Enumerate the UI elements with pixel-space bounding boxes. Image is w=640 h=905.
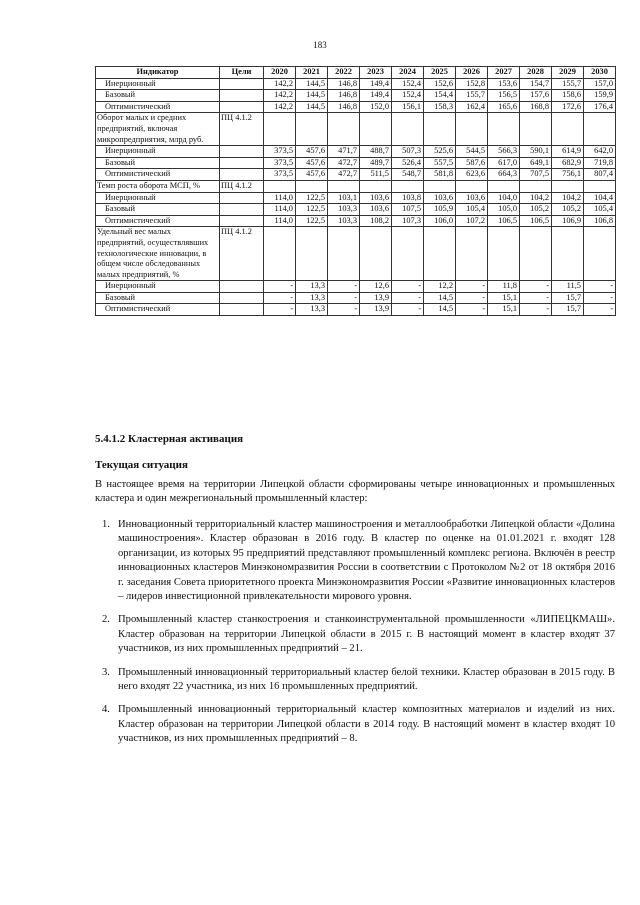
cluster-list xyxy=(95,518,615,756)
value-cell: 12,6 xyxy=(360,281,392,293)
value-cell xyxy=(584,113,616,146)
value-cell: 719,8 xyxy=(584,157,616,169)
value-cell: 682,9 xyxy=(552,157,584,169)
list-item: Промышленный кластер станкостроения и станкоинструментальной промышленности «ЛИПЕЦКМАШ». Кластер образован на территории Липецкой области в 2015 г. В настоящий момент в кластер входят 37 участников, из них промышленных предприятий – 21. xyxy=(118,614,615,655)
value-cell: 472,7 xyxy=(328,169,360,181)
intro-paragraph: В настоящее время на территории Липецкой области сформированы четыре инновационных и промышленных кластера и один межрегиональный промышленный кластер: xyxy=(95,479,615,505)
value-cell: 106,5 xyxy=(520,215,552,227)
value-cell: 154,4 xyxy=(424,90,456,102)
value-cell: 105,4 xyxy=(456,204,488,216)
table-row xyxy=(96,169,616,181)
col-header: 2020 xyxy=(264,67,296,79)
value-cell: 104,4 xyxy=(584,192,616,204)
value-cell: - xyxy=(264,292,296,304)
value-cell: 172,6 xyxy=(552,101,584,113)
indicator-cell: Оптимистический xyxy=(96,215,220,227)
col-header: 2028 xyxy=(520,67,552,79)
indicator-cell: Оптимистический xyxy=(96,101,220,113)
table-body xyxy=(96,78,616,315)
value-cell: 103,6 xyxy=(360,204,392,216)
value-cell: 108,2 xyxy=(360,215,392,227)
value-cell: 756,1 xyxy=(552,169,584,181)
indicator-cell: Инерционный xyxy=(96,192,220,204)
goal-cell xyxy=(220,169,264,181)
value-cell xyxy=(488,180,520,192)
value-cell: 105,2 xyxy=(520,204,552,216)
value-cell xyxy=(328,113,360,146)
value-cell xyxy=(584,180,616,192)
value-cell: 103,6 xyxy=(424,192,456,204)
value-cell: 103,6 xyxy=(360,192,392,204)
list-item: Промышленный инновационный территориальный кластер композитных материалов и изделий из них. Кластер образован на территории Липецкой области в 2014 году. В настоящий момент в кластер входят 10 участников, из них промышленных предприятий – 8. xyxy=(118,704,615,745)
value-cell: 152,4 xyxy=(392,78,424,90)
col-header: 2026 xyxy=(456,67,488,79)
value-cell: 13,3 xyxy=(296,281,328,293)
value-cell: 103,3 xyxy=(328,215,360,227)
value-cell: 152,0 xyxy=(360,101,392,113)
value-cell xyxy=(328,227,360,281)
value-cell xyxy=(552,227,584,281)
table-row xyxy=(96,157,616,169)
value-cell: 507,3 xyxy=(392,146,424,158)
value-cell: 472,7 xyxy=(328,157,360,169)
value-cell: 13,9 xyxy=(360,304,392,316)
value-cell xyxy=(424,180,456,192)
value-cell xyxy=(584,227,616,281)
goal-cell xyxy=(220,146,264,158)
value-cell: 144,5 xyxy=(296,90,328,102)
value-cell: 149,4 xyxy=(360,78,392,90)
value-cell: 11,5 xyxy=(552,281,584,293)
goal-cell xyxy=(220,101,264,113)
table-row xyxy=(96,90,616,102)
value-cell xyxy=(456,227,488,281)
table-row xyxy=(96,227,616,281)
value-cell: - xyxy=(456,292,488,304)
indicator-cell: Инерционный xyxy=(96,146,220,158)
value-cell: - xyxy=(392,304,424,316)
value-cell: 176,4 xyxy=(584,101,616,113)
goal-cell xyxy=(220,192,264,204)
value-cell: 707,5 xyxy=(520,169,552,181)
indicator-cell: Оптимистический xyxy=(96,304,220,316)
list-item: Промышленный инновационный территориальный кластер белой техники. Кластер образован в 2015 году. В него входят 22 участника, из них 16 промышленных предприятий. xyxy=(118,666,615,693)
goal-cell xyxy=(220,292,264,304)
value-cell: 152,8 xyxy=(456,78,488,90)
value-cell: 157,0 xyxy=(584,78,616,90)
value-cell: 105,0 xyxy=(488,204,520,216)
value-cell: 144,5 xyxy=(296,78,328,90)
value-cell: - xyxy=(264,281,296,293)
indicator-cell: Базовый xyxy=(96,292,220,304)
value-cell: 13,3 xyxy=(296,304,328,316)
value-cell: 103,8 xyxy=(392,192,424,204)
value-cell: - xyxy=(392,292,424,304)
table-row xyxy=(96,113,616,146)
col-header: 2025 xyxy=(424,67,456,79)
value-cell xyxy=(520,227,552,281)
table-header-row xyxy=(96,67,616,79)
goal-cell: ПЦ 4.1.2 xyxy=(220,113,264,146)
value-cell: 566,3 xyxy=(488,146,520,158)
value-cell: 122,5 xyxy=(296,192,328,204)
indicator-table xyxy=(95,66,616,316)
value-cell: 144,5 xyxy=(296,101,328,113)
value-cell xyxy=(456,113,488,146)
value-cell xyxy=(296,113,328,146)
value-cell: 457,6 xyxy=(296,169,328,181)
value-cell: 106,8 xyxy=(584,215,616,227)
value-cell xyxy=(392,180,424,192)
value-cell: 489,7 xyxy=(360,157,392,169)
value-cell xyxy=(552,113,584,146)
value-cell: 373,5 xyxy=(264,146,296,158)
value-cell: 159,9 xyxy=(584,90,616,102)
goal-cell xyxy=(220,204,264,216)
value-cell: 15,1 xyxy=(488,292,520,304)
value-cell: 587,6 xyxy=(456,157,488,169)
value-cell: - xyxy=(520,292,552,304)
value-cell: 15,7 xyxy=(552,304,584,316)
value-cell: - xyxy=(456,304,488,316)
value-cell: 557,5 xyxy=(424,157,456,169)
value-cell xyxy=(488,113,520,146)
value-cell xyxy=(360,227,392,281)
value-cell: 373,5 xyxy=(264,169,296,181)
value-cell xyxy=(264,227,296,281)
value-cell: 664,3 xyxy=(488,169,520,181)
value-cell: 158,3 xyxy=(424,101,456,113)
page-number: 183 xyxy=(313,40,327,50)
value-cell: 114,0 xyxy=(264,215,296,227)
value-cell: 105,2 xyxy=(552,204,584,216)
indicator-cell: Темп роста оборота МСП, % xyxy=(96,180,220,192)
table-row xyxy=(96,215,616,227)
value-cell xyxy=(296,180,328,192)
value-cell: 104,0 xyxy=(488,192,520,204)
value-cell xyxy=(424,113,456,146)
value-cell xyxy=(360,180,392,192)
value-cell: 162,4 xyxy=(456,101,488,113)
goal-cell xyxy=(220,304,264,316)
value-cell: 154,7 xyxy=(520,78,552,90)
indicator-cell: Оборот малых и средних предприятий, включая микропредприятия, млрд руб. xyxy=(96,113,220,146)
indicator-cell: Оптимистический xyxy=(96,169,220,181)
indicator-cell: Инерционный xyxy=(96,281,220,293)
col-header: Индикатор xyxy=(96,67,220,79)
value-cell: 153,6 xyxy=(488,78,520,90)
value-cell: 12,2 xyxy=(424,281,456,293)
value-cell: 488,7 xyxy=(360,146,392,158)
section-heading: 5.4.1.2 Кластерная активация xyxy=(95,433,244,445)
value-cell: 165,6 xyxy=(488,101,520,113)
value-cell xyxy=(264,180,296,192)
table-row xyxy=(96,192,616,204)
value-cell: 13,9 xyxy=(360,292,392,304)
value-cell xyxy=(392,227,424,281)
value-cell xyxy=(424,227,456,281)
value-cell: 590,1 xyxy=(520,146,552,158)
goal-cell: ПЦ 4.1.2 xyxy=(220,227,264,281)
value-cell: 142,2 xyxy=(264,78,296,90)
value-cell: 149,4 xyxy=(360,90,392,102)
col-header: Цели xyxy=(220,67,264,79)
value-cell: 103,1 xyxy=(328,192,360,204)
value-cell: 11,8 xyxy=(488,281,520,293)
col-header: 2021 xyxy=(296,67,328,79)
value-cell: 525,6 xyxy=(424,146,456,158)
value-cell: - xyxy=(456,281,488,293)
value-cell: 471,7 xyxy=(328,146,360,158)
value-cell: 146,8 xyxy=(328,101,360,113)
value-cell: 104,2 xyxy=(520,192,552,204)
value-cell: 614,9 xyxy=(552,146,584,158)
value-cell: - xyxy=(584,304,616,316)
value-cell: 105,9 xyxy=(424,204,456,216)
indicator-cell: Базовый xyxy=(96,90,220,102)
goal-cell xyxy=(220,281,264,293)
value-cell: 107,3 xyxy=(392,215,424,227)
value-cell: 457,6 xyxy=(296,146,328,158)
value-cell: 544,5 xyxy=(456,146,488,158)
value-cell: 14,5 xyxy=(424,292,456,304)
value-cell: 168,8 xyxy=(520,101,552,113)
col-header: 2029 xyxy=(552,67,584,79)
col-header: 2022 xyxy=(328,67,360,79)
goal-cell xyxy=(220,157,264,169)
value-cell: 106,9 xyxy=(552,215,584,227)
value-cell: 15,7 xyxy=(552,292,584,304)
value-cell: - xyxy=(328,292,360,304)
value-cell xyxy=(456,180,488,192)
goal-cell xyxy=(220,78,264,90)
table-row xyxy=(96,180,616,192)
value-cell: 13,3 xyxy=(296,292,328,304)
value-cell: 104,2 xyxy=(552,192,584,204)
value-cell: - xyxy=(520,281,552,293)
value-cell: 152,4 xyxy=(392,90,424,102)
goal-cell xyxy=(220,215,264,227)
value-cell: 122,5 xyxy=(296,215,328,227)
value-cell: 103,6 xyxy=(456,192,488,204)
value-cell: 15,1 xyxy=(488,304,520,316)
value-cell: - xyxy=(328,304,360,316)
value-cell: 155,7 xyxy=(552,78,584,90)
value-cell xyxy=(552,180,584,192)
value-cell: 642,0 xyxy=(584,146,616,158)
value-cell: 146,8 xyxy=(328,90,360,102)
value-cell: 807,4 xyxy=(584,169,616,181)
value-cell: 511,5 xyxy=(360,169,392,181)
value-cell xyxy=(328,180,360,192)
subsection-heading: Текущая ситуация xyxy=(95,459,188,471)
value-cell xyxy=(264,113,296,146)
indicator-cell: Базовый xyxy=(96,157,220,169)
value-cell: 14,5 xyxy=(424,304,456,316)
value-cell xyxy=(392,113,424,146)
value-cell xyxy=(360,113,392,146)
value-cell: 105,4 xyxy=(584,204,616,216)
value-cell: 457,6 xyxy=(296,157,328,169)
goal-cell: ПЦ 4.1.2 xyxy=(220,180,264,192)
value-cell: 106,0 xyxy=(424,215,456,227)
value-cell: 373,5 xyxy=(264,157,296,169)
value-cell xyxy=(520,180,552,192)
value-cell: 548,7 xyxy=(392,169,424,181)
goal-cell xyxy=(220,90,264,102)
table-row xyxy=(96,146,616,158)
indicator-cell: Базовый xyxy=(96,204,220,216)
value-cell: 103,3 xyxy=(328,204,360,216)
value-cell: 623,6 xyxy=(456,169,488,181)
value-cell: 155,7 xyxy=(456,90,488,102)
value-cell: 617,0 xyxy=(488,157,520,169)
value-cell: 152,6 xyxy=(424,78,456,90)
indicator-cell: Инерционный xyxy=(96,78,220,90)
col-header: 2023 xyxy=(360,67,392,79)
col-header: 2027 xyxy=(488,67,520,79)
value-cell xyxy=(520,113,552,146)
value-cell xyxy=(488,227,520,281)
value-cell: - xyxy=(520,304,552,316)
value-cell xyxy=(296,227,328,281)
table-row xyxy=(96,204,616,216)
value-cell: 107,2 xyxy=(456,215,488,227)
value-cell: 581,8 xyxy=(424,169,456,181)
value-cell: 156,5 xyxy=(488,90,520,102)
value-cell: 122,5 xyxy=(296,204,328,216)
value-cell: 142,2 xyxy=(264,101,296,113)
value-cell: 649,1 xyxy=(520,157,552,169)
value-cell: - xyxy=(584,281,616,293)
indicator-cell: Удельный вес малых предприятий, осуществлявших технологические инновации, в общем числе обследованных малых предприятий, % xyxy=(96,227,220,281)
value-cell: 158,6 xyxy=(552,90,584,102)
value-cell: 106,5 xyxy=(488,215,520,227)
value-cell: 526,4 xyxy=(392,157,424,169)
value-cell: 114,0 xyxy=(264,204,296,216)
table-row xyxy=(96,292,616,304)
table-row xyxy=(96,78,616,90)
value-cell: 146,8 xyxy=(328,78,360,90)
col-header: 2030 xyxy=(584,67,616,79)
value-cell: 142,2 xyxy=(264,90,296,102)
list-item: Инновационный территориальный кластер машиностроения и металлообработки Липецкой области «Долина машиностроения». Кластер образован в 2016 году. В кластер по оценке на 01.01.2021 г. входят 128 организации, из которых 95 предприятий представляют промышленный комплекс региона. Включён в реестр инновационных кластеров Минэкономразвития России в соответствии с Протоколом №2 от 18 октября 2016 г. заседания Совета приоритетного проекта Минэкономразвития России «Развитие инновационных кластеров – лидеров инвестиционной привлекательности мирового уровня. xyxy=(118,519,615,603)
value-cell: - xyxy=(264,304,296,316)
value-cell: 114,0 xyxy=(264,192,296,204)
value-cell: 157,6 xyxy=(520,90,552,102)
value-cell: - xyxy=(328,281,360,293)
value-cell: 156,1 xyxy=(392,101,424,113)
table-row xyxy=(96,281,616,293)
col-header: 2024 xyxy=(392,67,424,79)
value-cell: - xyxy=(584,292,616,304)
value-cell: 107,5 xyxy=(392,204,424,216)
table-row xyxy=(96,304,616,316)
table-row xyxy=(96,101,616,113)
value-cell: - xyxy=(392,281,424,293)
